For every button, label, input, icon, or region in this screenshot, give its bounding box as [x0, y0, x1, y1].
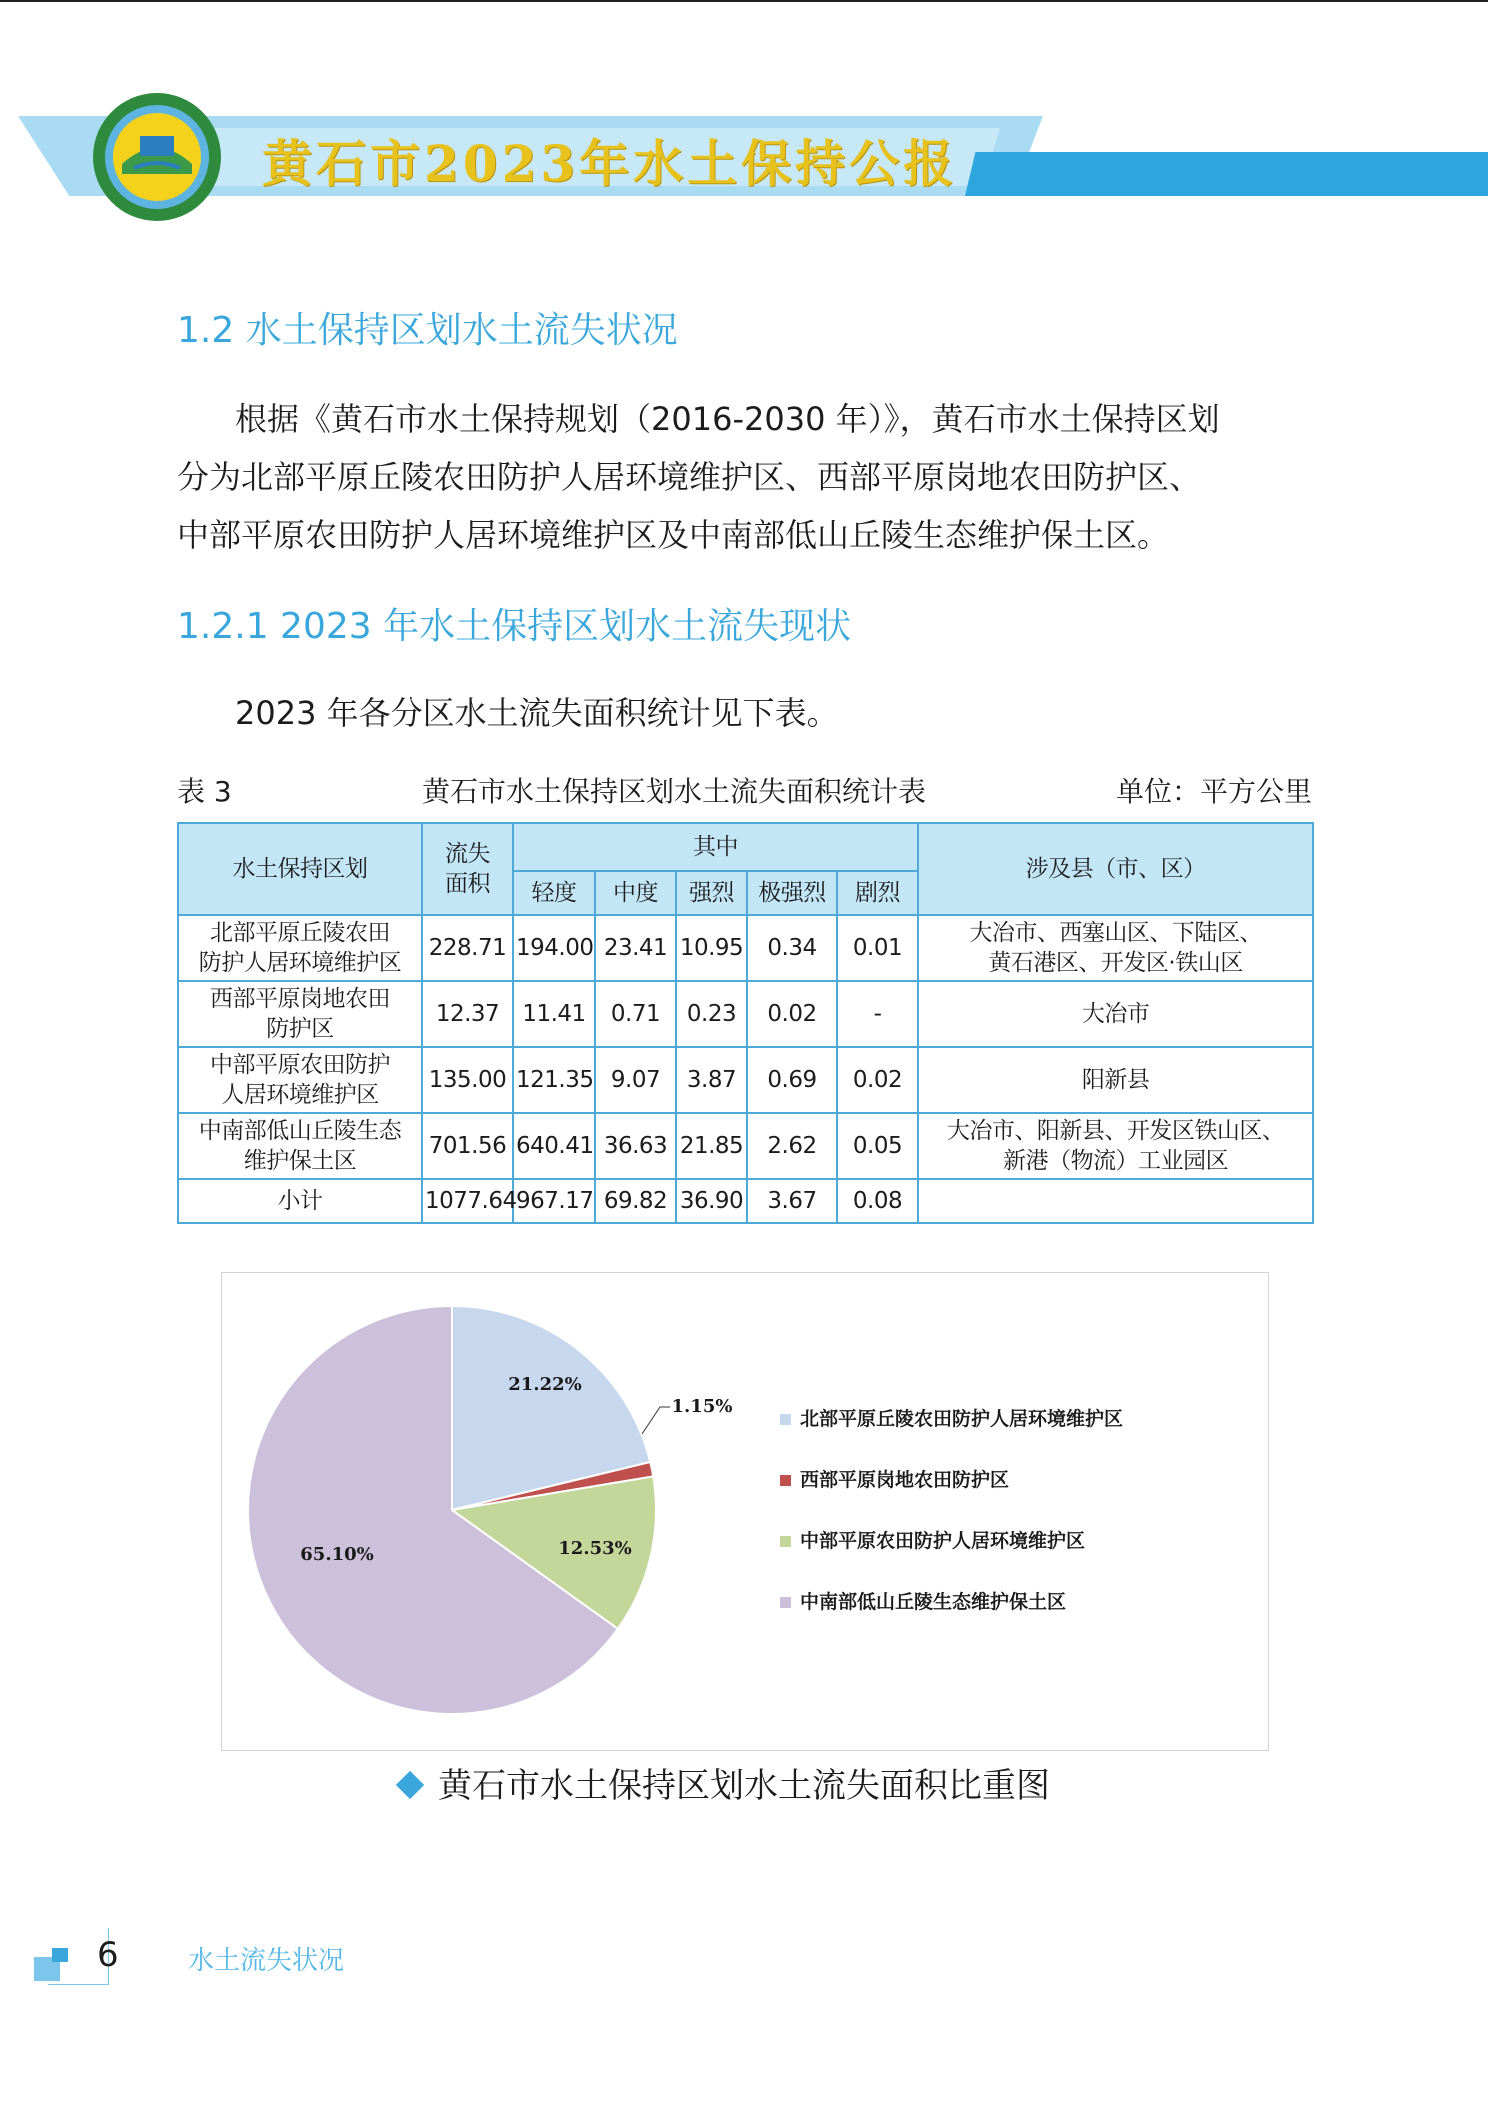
- legend-label: 中部平原农田防护人居环境维护区: [800, 1530, 1086, 1552]
- header-counties: 涉及县（市、区）: [918, 823, 1313, 915]
- row-region: 中南部低山丘陵生态 维护保土区: [178, 1113, 422, 1179]
- pie-chart-frame: [221, 1272, 1269, 1751]
- row-very-intense: 0.69: [747, 1047, 837, 1113]
- table-row: [178, 1113, 1313, 1179]
- total-counties: [918, 1179, 1313, 1223]
- header-moderate: 中度: [595, 871, 676, 915]
- erosion-area-table: [177, 822, 1314, 1224]
- pie-data-label: 21.22%: [508, 1374, 582, 1395]
- pie-data-label: 1.15%: [671, 1396, 733, 1417]
- row-light: 11.41: [513, 981, 595, 1047]
- header-severe: 剧烈: [837, 871, 918, 915]
- footer-decoration-square-small: [52, 1948, 68, 1962]
- row-very-intense: 0.02: [747, 981, 837, 1047]
- total-intense: 36.90: [676, 1179, 747, 1223]
- total-label: 小计: [178, 1179, 422, 1223]
- table-total-row: [178, 1179, 1313, 1223]
- diamond-bullet-icon: [396, 1770, 424, 1798]
- row-very-intense: 2.62: [747, 1113, 837, 1179]
- header-light: 轻度: [513, 871, 595, 915]
- footer-section-name: 水土流失状况: [188, 1946, 345, 1976]
- row-light: 194.00: [513, 915, 595, 981]
- total-area: 1077.64: [422, 1179, 513, 1223]
- row-very-intense: 0.34: [747, 915, 837, 981]
- row-area: 12.37: [422, 981, 513, 1047]
- page-number: 6: [97, 1935, 119, 1975]
- table-caption: [177, 770, 1312, 814]
- table-intro-text: 2023 年各分区水土流失面积统计见下表。: [235, 694, 839, 732]
- row-moderate: 9.07: [595, 1047, 676, 1113]
- legend-swatch: [780, 1475, 791, 1486]
- intro-paragraph-line1: 根据《黄石市水土保持规划（2016-2030 年）》，黄石市水土保持区划: [235, 400, 1220, 438]
- header-among: 其中: [513, 823, 918, 871]
- header-region: 水土保持区划: [178, 823, 422, 915]
- row-moderate: 36.63: [595, 1113, 676, 1179]
- total-light: 967.17: [513, 1179, 595, 1223]
- table-header-row: [178, 823, 1313, 871]
- chart-caption-text: 黄石市水土保持区划水土流失面积比重图: [438, 1766, 1050, 1806]
- header-very-intense: 极强烈: [747, 871, 837, 915]
- row-area: 701.56: [422, 1113, 513, 1179]
- row-light: 640.41: [513, 1113, 595, 1179]
- row-severe: 0.02: [837, 1047, 918, 1113]
- row-counties: 大冶市、阳新县、开发区铁山区、 新港（物流）工业园区: [918, 1113, 1313, 1179]
- row-severe: -: [837, 981, 918, 1047]
- top-border: [0, 0, 1488, 2]
- total-very-intense: 3.67: [747, 1179, 837, 1223]
- leader-line: [642, 1407, 670, 1434]
- table-row: [178, 1047, 1313, 1113]
- row-intense: 10.95: [676, 915, 747, 981]
- header-intense: 强烈: [676, 871, 747, 915]
- row-intense: 0.23: [676, 981, 747, 1047]
- intro-paragraph-line3: 中部平原农田防护人居环境维护区及中南部低山丘陵生态维护保土区。: [177, 516, 1170, 554]
- legend-label: 西部平原岗地农田防护区: [800, 1469, 1010, 1491]
- total-severe: 0.08: [837, 1179, 918, 1223]
- row-severe: 0.01: [837, 915, 918, 981]
- intro-paragraph-line2: 分为北部平原丘陵农田防护人居环境维护区、西部平原岗地农田防护区、: [177, 458, 1202, 496]
- row-intense: 21.85: [676, 1113, 747, 1179]
- row-area: 228.71: [422, 915, 513, 981]
- legend-swatch: [780, 1414, 791, 1425]
- row-moderate: 0.71: [595, 981, 676, 1047]
- row-counties: 大冶市: [918, 981, 1313, 1047]
- legend-swatch: [780, 1597, 791, 1608]
- pie-data-label: 65.10%: [300, 1544, 374, 1565]
- legend-label: 北部平原丘陵农田防护人居环境维护区: [800, 1408, 1124, 1430]
- row-severe: 0.05: [837, 1113, 918, 1179]
- header-area: 流失 面积: [422, 823, 513, 915]
- table-unit: 单位：平方公里: [1115, 775, 1312, 808]
- table-row: [178, 915, 1313, 981]
- row-light: 121.35: [513, 1047, 595, 1113]
- subsection-heading: 1.2.1 2023 年水土保持区划水土流失现状: [177, 606, 852, 647]
- table-label: 表 3: [177, 775, 232, 808]
- pie-chart: [222, 1273, 1268, 1750]
- pie-data-label: 12.53%: [558, 1538, 632, 1559]
- legend-swatch: [780, 1536, 791, 1547]
- header-title: 黄石市2023年水土保持公报: [262, 134, 958, 193]
- table-title: 黄石市水土保持区划水土流失面积统计表: [422, 775, 927, 808]
- header-banner-accent: [965, 152, 1488, 196]
- total-moderate: 69.82: [595, 1179, 676, 1223]
- row-region: 北部平原丘陵农田 防护人居环境维护区: [178, 915, 422, 981]
- row-intense: 3.87: [676, 1047, 747, 1113]
- row-counties: 大冶市、西塞山区、下陆区、 黄石港区、开发区·铁山区: [918, 915, 1313, 981]
- row-moderate: 23.41: [595, 915, 676, 981]
- chart-caption: [400, 1758, 1050, 1807]
- row-region: 西部平原岗地农田 防护区: [178, 981, 422, 1047]
- row-counties: 阳新县: [918, 1047, 1313, 1113]
- legend-label: 中南部低山丘陵生态维护保土区: [800, 1591, 1067, 1613]
- emblem-logo-icon: [92, 92, 222, 222]
- table-row: [178, 981, 1313, 1047]
- row-area: 135.00: [422, 1047, 513, 1113]
- row-region: 中部平原农田防护 人居环境维护区: [178, 1047, 422, 1113]
- section-heading: 1.2 水土保持区划水土流失状况: [177, 310, 678, 351]
